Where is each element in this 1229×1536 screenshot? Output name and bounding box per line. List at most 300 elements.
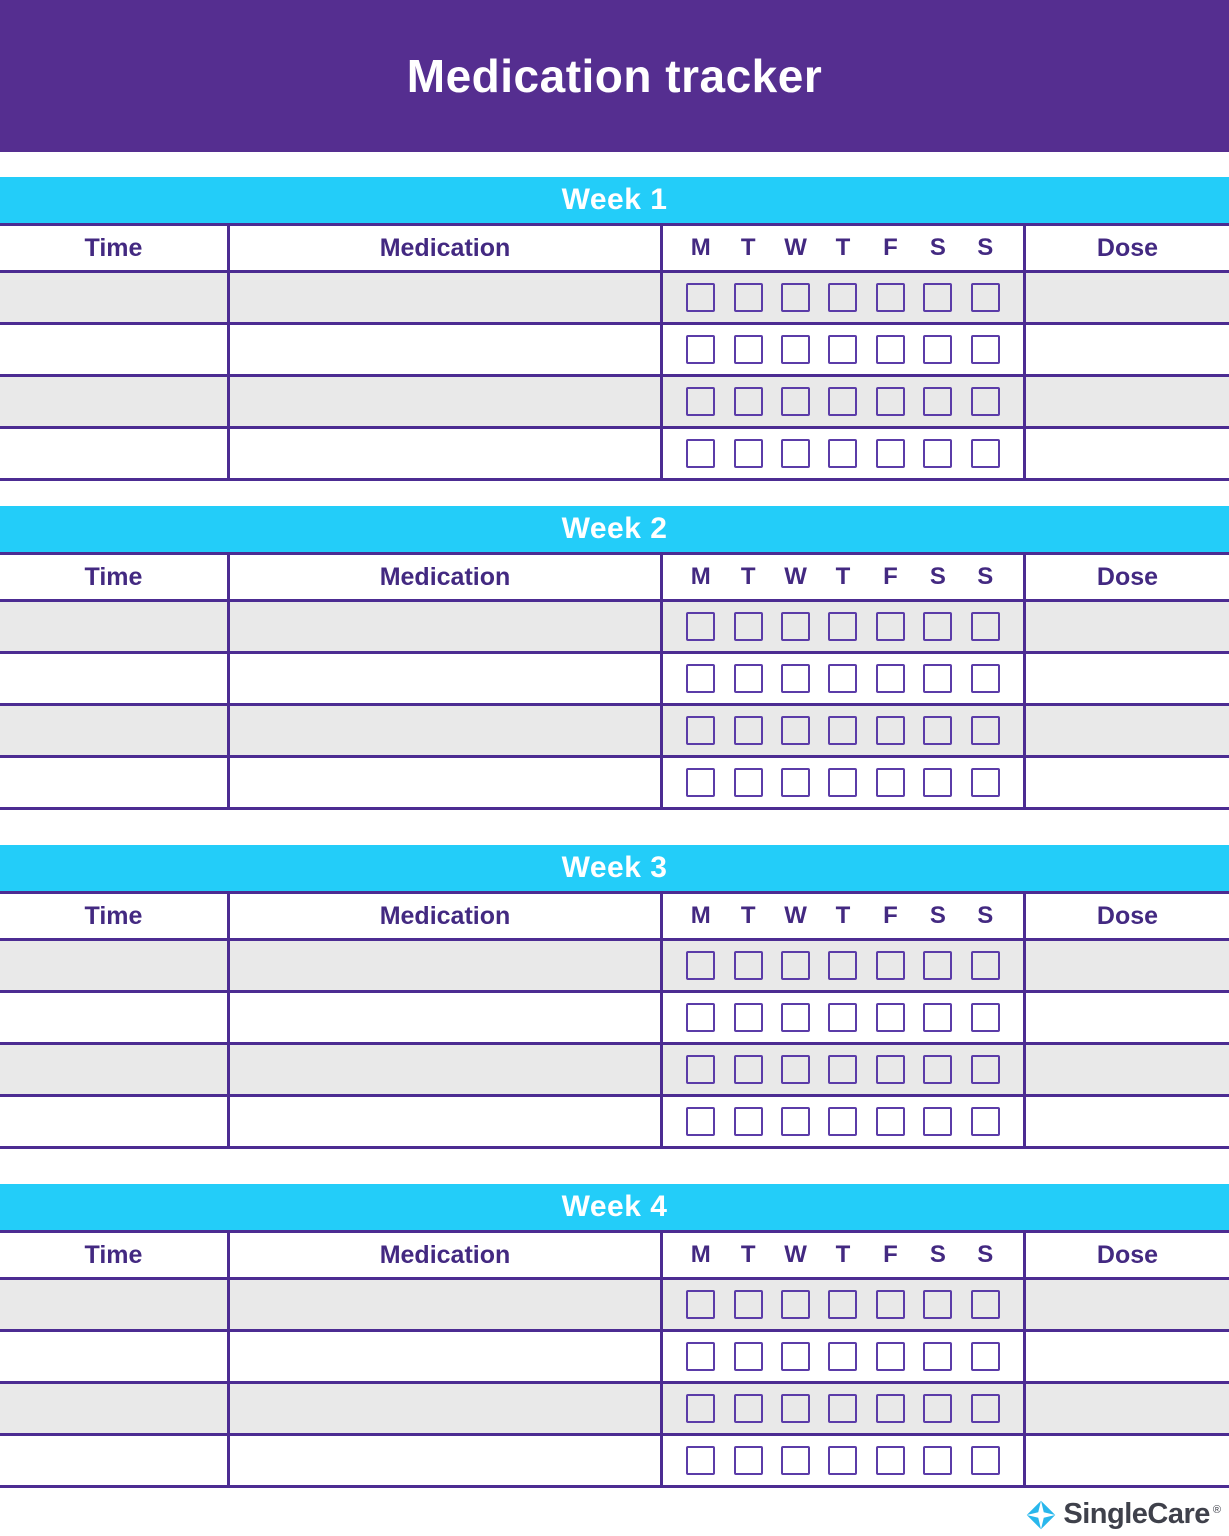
day-checkbox[interactable] xyxy=(686,612,715,641)
day-checkbox-slot-4 xyxy=(867,335,914,364)
day-checkbox-slot-0 xyxy=(677,1394,724,1423)
day-checkbox[interactable] xyxy=(828,335,857,364)
day-checkbox[interactable] xyxy=(828,1107,857,1136)
day-checkbox[interactable] xyxy=(686,664,715,693)
day-checkbox-slot-4 xyxy=(867,951,914,980)
time-entry-cell[interactable] xyxy=(0,654,227,703)
day-checkbox[interactable] xyxy=(876,612,905,641)
day-checkbox[interactable] xyxy=(734,612,763,641)
day-checkbox[interactable] xyxy=(828,387,857,416)
medication-entry-cell[interactable] xyxy=(227,1384,660,1433)
dose-entry-cell[interactable] xyxy=(1023,377,1229,426)
day-checkbox[interactable] xyxy=(734,1342,763,1371)
day-checkbox-slot-5 xyxy=(914,768,961,797)
day-checkboxes-cell xyxy=(660,1097,1023,1146)
day-checkbox-slot-6 xyxy=(962,283,1009,312)
day-checkbox[interactable] xyxy=(876,1446,905,1475)
app-header xyxy=(0,0,1229,152)
medication-entry-cell[interactable] xyxy=(227,325,660,374)
day-checkbox[interactable] xyxy=(971,387,1000,416)
day-checkbox[interactable] xyxy=(686,716,715,745)
day-checkbox[interactable] xyxy=(971,283,1000,312)
table-row xyxy=(0,1097,1229,1149)
day-header-letter-5: S xyxy=(929,563,946,590)
singlecare-logo xyxy=(1026,1498,1221,1531)
day-checkbox-slot-4 xyxy=(867,612,914,641)
day-checkbox[interactable] xyxy=(828,716,857,745)
day-checkbox-slot-6 xyxy=(962,1446,1009,1475)
column-header-dose: Dose xyxy=(1023,1233,1229,1277)
day-header-letter-3: T xyxy=(835,234,851,261)
day-checkbox[interactable] xyxy=(686,1003,715,1032)
table-row xyxy=(0,941,1229,993)
day-checkbox-slot-6 xyxy=(962,612,1009,641)
dose-entry-cell[interactable] xyxy=(1023,1045,1229,1094)
day-checkbox-slot-1 xyxy=(724,768,771,797)
column-header-days xyxy=(660,226,1023,270)
day-checkbox[interactable] xyxy=(828,1342,857,1371)
day-header-slot-5 xyxy=(914,234,961,262)
day-checkbox-slot-5 xyxy=(914,1107,961,1136)
day-checkbox[interactable] xyxy=(971,335,1000,364)
table-row xyxy=(0,1045,1229,1097)
day-checkbox-slot-4 xyxy=(867,1107,914,1136)
dose-entry-cell[interactable] xyxy=(1023,1436,1229,1485)
day-header-letter-1: T xyxy=(740,1241,756,1268)
day-header-slot-6 xyxy=(962,234,1009,262)
day-header-slot-2 xyxy=(772,1241,819,1269)
day-checkbox[interactable] xyxy=(686,951,715,980)
day-checkbox[interactable] xyxy=(686,768,715,797)
day-checkbox[interactable] xyxy=(686,283,715,312)
week-2-title: Week 2 xyxy=(561,512,668,545)
day-header-slot-0 xyxy=(677,1241,724,1269)
day-checkbox[interactable] xyxy=(734,387,763,416)
day-checkbox[interactable] xyxy=(734,1446,763,1475)
day-checkbox[interactable] xyxy=(734,1055,763,1084)
day-checkbox-slot-4 xyxy=(867,1003,914,1032)
time-entry-cell[interactable] xyxy=(0,1332,227,1381)
day-checkbox-slot-1 xyxy=(724,335,771,364)
day-checkbox[interactable] xyxy=(923,387,952,416)
day-checkbox-slot-5 xyxy=(914,1342,961,1371)
day-checkbox-slot-0 xyxy=(677,1003,724,1032)
day-checkbox-slot-6 xyxy=(962,951,1009,980)
day-checkbox-slot-0 xyxy=(677,387,724,416)
day-checkbox[interactable] xyxy=(923,716,952,745)
day-checkbox[interactable] xyxy=(734,439,763,468)
day-header-letter-4: F xyxy=(883,902,898,929)
day-checkbox[interactable] xyxy=(781,612,810,641)
time-entry-cell[interactable] xyxy=(0,429,227,478)
day-checkbox-slot-5 xyxy=(914,951,961,980)
day-checkbox[interactable] xyxy=(686,1446,715,1475)
time-entry-cell[interactable] xyxy=(0,1436,227,1485)
day-checkbox[interactable] xyxy=(923,1394,952,1423)
day-checkbox[interactable] xyxy=(781,1290,810,1319)
week-3-title: Week 3 xyxy=(561,851,668,884)
day-header-letter-1: T xyxy=(740,563,756,590)
day-checkbox[interactable] xyxy=(781,439,810,468)
day-checkbox[interactable] xyxy=(876,439,905,468)
day-checkbox[interactable] xyxy=(971,1394,1000,1423)
column-header-time: Time xyxy=(84,562,143,591)
day-checkbox[interactable] xyxy=(781,716,810,745)
day-checkbox[interactable] xyxy=(923,439,952,468)
medication-table-week-4 xyxy=(0,1233,1229,1488)
day-checkbox[interactable] xyxy=(923,612,952,641)
day-checkbox-slot-2 xyxy=(772,1342,819,1371)
day-checkbox[interactable] xyxy=(828,1446,857,1475)
day-checkbox-slot-2 xyxy=(772,951,819,980)
time-entry-cell[interactable] xyxy=(0,1045,227,1094)
day-checkbox[interactable] xyxy=(686,1394,715,1423)
day-checkbox-slot-6 xyxy=(962,768,1009,797)
day-checkboxes-cell xyxy=(660,706,1023,755)
day-checkbox[interactable] xyxy=(876,1107,905,1136)
day-header-letter-3: T xyxy=(835,902,851,929)
day-checkbox[interactable] xyxy=(828,1394,857,1423)
day-checkbox-slot-5 xyxy=(914,612,961,641)
day-checkbox[interactable] xyxy=(686,335,715,364)
day-checkbox[interactable] xyxy=(781,951,810,980)
day-checkbox[interactable] xyxy=(781,768,810,797)
day-checkbox[interactable] xyxy=(734,1003,763,1032)
medication-entry-cell[interactable] xyxy=(227,993,660,1042)
day-checkbox[interactable] xyxy=(734,716,763,745)
day-checkbox[interactable] xyxy=(781,1055,810,1084)
day-checkbox[interactable] xyxy=(971,1342,1000,1371)
day-checkboxes-cell xyxy=(660,1436,1023,1485)
day-checkbox-slot-2 xyxy=(772,1290,819,1319)
day-checkbox-slot-5 xyxy=(914,716,961,745)
time-entry-cell[interactable] xyxy=(0,941,227,990)
day-checkbox[interactable] xyxy=(971,1446,1000,1475)
week-1-header-bar xyxy=(0,177,1229,226)
day-checkbox[interactable] xyxy=(971,951,1000,980)
day-checkbox[interactable] xyxy=(876,768,905,797)
day-checkbox[interactable] xyxy=(923,1003,952,1032)
day-checkboxes-cell xyxy=(660,273,1023,322)
day-checkboxes-cell xyxy=(660,1332,1023,1381)
day-checkbox[interactable] xyxy=(923,768,952,797)
day-checkbox[interactable] xyxy=(734,951,763,980)
table-row xyxy=(0,325,1229,377)
medication-entry-cell[interactable] xyxy=(227,377,660,426)
dose-entry-cell[interactable] xyxy=(1023,1280,1229,1329)
day-header-slot-5 xyxy=(914,563,961,591)
time-entry-cell[interactable] xyxy=(0,377,227,426)
day-checkboxes-cell xyxy=(660,429,1023,478)
day-checkbox[interactable] xyxy=(781,335,810,364)
medication-entry-cell[interactable] xyxy=(227,1045,660,1094)
dose-entry-cell[interactable] xyxy=(1023,273,1229,322)
day-header-letter-2: W xyxy=(784,1241,807,1268)
time-entry-cell[interactable] xyxy=(0,1384,227,1433)
day-checkbox[interactable] xyxy=(781,283,810,312)
medication-entry-cell[interactable] xyxy=(227,273,660,322)
day-checkboxes-cell xyxy=(660,1280,1023,1329)
day-checkbox-slot-4 xyxy=(867,1446,914,1475)
day-checkboxes-cell xyxy=(660,602,1023,651)
day-checkbox-slot-5 xyxy=(914,1055,961,1084)
dose-entry-cell[interactable] xyxy=(1023,758,1229,807)
day-checkbox-slot-3 xyxy=(819,1290,866,1319)
day-checkbox[interactable] xyxy=(923,1342,952,1371)
day-checkbox[interactable] xyxy=(876,1290,905,1319)
day-header-letter-5: S xyxy=(929,902,946,929)
day-checkboxes-cell xyxy=(660,1045,1023,1094)
day-checkbox-slot-3 xyxy=(819,1055,866,1084)
day-checkbox[interactable] xyxy=(876,1342,905,1371)
day-checkbox-slot-2 xyxy=(772,1446,819,1475)
day-header-slot-3 xyxy=(819,234,866,262)
day-checkbox[interactable] xyxy=(876,335,905,364)
day-header-letter-4: F xyxy=(883,563,898,590)
day-checkbox-slot-6 xyxy=(962,335,1009,364)
day-checkbox-slot-2 xyxy=(772,664,819,693)
day-checkbox-slot-2 xyxy=(772,387,819,416)
day-checkbox-slot-2 xyxy=(772,1055,819,1084)
day-checkbox-slot-1 xyxy=(724,1394,771,1423)
day-header-slot-1 xyxy=(724,902,771,930)
day-checkbox[interactable] xyxy=(923,1107,952,1136)
column-header-dose: Dose xyxy=(1023,226,1229,270)
day-checkbox[interactable] xyxy=(686,1342,715,1371)
dose-entry-cell[interactable] xyxy=(1023,1384,1229,1433)
day-checkbox[interactable] xyxy=(876,951,905,980)
day-checkbox-slot-2 xyxy=(772,1003,819,1032)
day-checkbox-slot-3 xyxy=(819,1107,866,1136)
day-checkbox[interactable] xyxy=(876,1394,905,1423)
day-checkbox[interactable] xyxy=(876,716,905,745)
day-checkbox[interactable] xyxy=(828,612,857,641)
day-checkbox[interactable] xyxy=(828,664,857,693)
day-header-letter-2: W xyxy=(784,234,807,261)
day-checkbox[interactable] xyxy=(734,1290,763,1319)
day-checkbox[interactable] xyxy=(923,951,952,980)
time-entry-cell[interactable] xyxy=(0,273,227,322)
day-checkbox-slot-6 xyxy=(962,1394,1009,1423)
day-checkbox-slot-3 xyxy=(819,951,866,980)
day-checkbox[interactable] xyxy=(686,1290,715,1319)
day-checkbox[interactable] xyxy=(828,1003,857,1032)
day-checkbox-slot-6 xyxy=(962,1342,1009,1371)
day-checkbox[interactable] xyxy=(734,335,763,364)
day-checkbox[interactable] xyxy=(734,1394,763,1423)
day-checkbox-slot-3 xyxy=(819,335,866,364)
table-row xyxy=(0,377,1229,429)
medication-entry-cell[interactable] xyxy=(227,602,660,651)
dose-entry-cell[interactable] xyxy=(1023,706,1229,755)
day-header-slot-0 xyxy=(677,902,724,930)
day-checkbox-slot-5 xyxy=(914,439,961,468)
medication-entry-cell[interactable] xyxy=(227,1436,660,1485)
day-checkbox[interactable] xyxy=(781,387,810,416)
day-checkbox[interactable] xyxy=(734,664,763,693)
day-checkbox[interactable] xyxy=(686,439,715,468)
day-checkbox-slot-0 xyxy=(677,1290,724,1319)
time-entry-cell[interactable] xyxy=(0,706,227,755)
day-checkbox[interactable] xyxy=(971,1003,1000,1032)
dose-entry-cell[interactable] xyxy=(1023,993,1229,1042)
medication-entry-cell[interactable] xyxy=(227,1280,660,1329)
day-checkbox[interactable] xyxy=(781,1394,810,1423)
day-checkbox[interactable] xyxy=(781,1446,810,1475)
dose-entry-cell[interactable] xyxy=(1023,325,1229,374)
day-checkboxes-cell xyxy=(660,941,1023,990)
column-header-time: Time xyxy=(84,1240,143,1269)
day-checkbox[interactable] xyxy=(828,951,857,980)
day-header-letter-6: S xyxy=(977,1241,994,1268)
week-4-title: Week 4 xyxy=(561,1190,668,1223)
day-checkbox[interactable] xyxy=(971,664,1000,693)
week-section-3 xyxy=(0,845,1229,1149)
day-checkbox-slot-1 xyxy=(724,1107,771,1136)
medication-entry-cell[interactable] xyxy=(227,654,660,703)
time-entry-cell[interactable] xyxy=(0,1280,227,1329)
day-checkbox[interactable] xyxy=(971,1290,1000,1319)
day-checkbox[interactable] xyxy=(923,335,952,364)
day-checkbox[interactable] xyxy=(734,768,763,797)
day-checkbox-slot-6 xyxy=(962,716,1009,745)
medication-entry-cell[interactable] xyxy=(227,758,660,807)
day-checkbox-slot-0 xyxy=(677,768,724,797)
time-entry-cell[interactable] xyxy=(0,602,227,651)
day-checkbox-slot-4 xyxy=(867,1342,914,1371)
day-checkbox[interactable] xyxy=(781,664,810,693)
day-checkbox-slot-3 xyxy=(819,664,866,693)
day-checkbox[interactable] xyxy=(876,283,905,312)
day-checkboxes-cell xyxy=(660,758,1023,807)
day-checkbox[interactable] xyxy=(876,387,905,416)
table-header-row xyxy=(0,1233,1229,1280)
day-checkbox-slot-5 xyxy=(914,1003,961,1032)
day-checkbox-slot-0 xyxy=(677,1055,724,1084)
day-checkbox[interactable] xyxy=(781,1003,810,1032)
day-checkbox[interactable] xyxy=(781,1107,810,1136)
time-entry-cell[interactable] xyxy=(0,325,227,374)
day-checkbox[interactable] xyxy=(876,664,905,693)
table-row xyxy=(0,1332,1229,1384)
day-checkbox[interactable] xyxy=(734,283,763,312)
day-checkbox-slot-1 xyxy=(724,283,771,312)
day-checkbox-slot-0 xyxy=(677,283,724,312)
medication-entry-cell[interactable] xyxy=(227,1332,660,1381)
day-checkbox[interactable] xyxy=(971,1055,1000,1084)
day-header-slot-6 xyxy=(962,1241,1009,1269)
column-header-medication: Medication xyxy=(227,226,660,270)
day-checkbox[interactable] xyxy=(923,1055,952,1084)
day-checkbox-slot-4 xyxy=(867,387,914,416)
day-checkbox[interactable] xyxy=(971,439,1000,468)
day-header-letter-2: W xyxy=(784,563,807,590)
day-header-slot-3 xyxy=(819,563,866,591)
day-checkbox-slot-0 xyxy=(677,1446,724,1475)
medication-entry-cell[interactable] xyxy=(227,429,660,478)
day-checkbox-slot-4 xyxy=(867,1055,914,1084)
day-checkbox[interactable] xyxy=(971,716,1000,745)
day-checkbox[interactable] xyxy=(734,1107,763,1136)
day-checkbox[interactable] xyxy=(923,283,952,312)
day-header-slot-2 xyxy=(772,902,819,930)
table-row xyxy=(0,706,1229,758)
dose-entry-cell[interactable] xyxy=(1023,429,1229,478)
day-header-letter-0: M xyxy=(690,902,711,929)
day-header-slot-4 xyxy=(867,902,914,930)
day-checkbox[interactable] xyxy=(686,1055,715,1084)
day-header-letter-6: S xyxy=(977,563,994,590)
medication-table-week-1 xyxy=(0,226,1229,481)
day-checkbox[interactable] xyxy=(923,664,952,693)
dose-entry-cell[interactable] xyxy=(1023,654,1229,703)
day-checkbox[interactable] xyxy=(828,768,857,797)
medication-entry-cell[interactable] xyxy=(227,941,660,990)
day-checkbox[interactable] xyxy=(828,1290,857,1319)
time-entry-cell[interactable] xyxy=(0,758,227,807)
day-header-letter-4: F xyxy=(883,1241,898,1268)
medication-entry-cell[interactable] xyxy=(227,706,660,755)
day-checkbox[interactable] xyxy=(876,1055,905,1084)
time-entry-cell[interactable] xyxy=(0,1097,227,1146)
day-header-letter-0: M xyxy=(690,1241,711,1268)
day-checkboxes-cell xyxy=(660,993,1023,1042)
day-checkbox-slot-6 xyxy=(962,1107,1009,1136)
day-checkbox-slot-2 xyxy=(772,335,819,364)
day-checkbox-slot-4 xyxy=(867,664,914,693)
day-checkbox-slot-6 xyxy=(962,1003,1009,1032)
day-header-slot-0 xyxy=(677,234,724,262)
table-row xyxy=(0,602,1229,654)
dose-entry-cell[interactable] xyxy=(1023,941,1229,990)
day-checkbox[interactable] xyxy=(686,387,715,416)
day-checkbox-slot-6 xyxy=(962,1290,1009,1319)
dose-entry-cell[interactable] xyxy=(1023,602,1229,651)
day-checkbox-slot-6 xyxy=(962,664,1009,693)
day-checkbox[interactable] xyxy=(923,1290,952,1319)
day-header-slot-5 xyxy=(914,902,961,930)
day-header-letter-3: T xyxy=(835,1241,851,1268)
table-header-row xyxy=(0,555,1229,602)
time-entry-cell[interactable] xyxy=(0,993,227,1042)
day-checkbox-slot-2 xyxy=(772,1107,819,1136)
dose-entry-cell[interactable] xyxy=(1023,1097,1229,1146)
week-2-header-bar xyxy=(0,506,1229,555)
day-checkbox[interactable] xyxy=(828,283,857,312)
day-checkbox[interactable] xyxy=(971,768,1000,797)
day-checkbox[interactable] xyxy=(828,439,857,468)
day-checkbox-slot-2 xyxy=(772,283,819,312)
day-checkbox-slot-1 xyxy=(724,716,771,745)
day-header-letter-5: S xyxy=(929,234,946,261)
medication-entry-cell[interactable] xyxy=(227,1097,660,1146)
day-checkbox[interactable] xyxy=(686,1107,715,1136)
day-checkbox-slot-4 xyxy=(867,283,914,312)
day-checkbox[interactable] xyxy=(923,1446,952,1475)
week-3-header-bar xyxy=(0,845,1229,894)
day-checkbox-slot-6 xyxy=(962,1055,1009,1084)
day-checkbox[interactable] xyxy=(971,612,1000,641)
singlecare-logo-text: SingleCare xyxy=(1063,1498,1210,1530)
day-checkbox[interactable] xyxy=(781,1342,810,1371)
day-checkbox[interactable] xyxy=(828,1055,857,1084)
day-checkbox[interactable] xyxy=(876,1003,905,1032)
day-header-slot-2 xyxy=(772,234,819,262)
day-checkbox-slot-3 xyxy=(819,1003,866,1032)
day-checkbox-slot-2 xyxy=(772,612,819,641)
day-checkbox[interactable] xyxy=(971,1107,1000,1136)
dose-entry-cell[interactable] xyxy=(1023,1332,1229,1381)
